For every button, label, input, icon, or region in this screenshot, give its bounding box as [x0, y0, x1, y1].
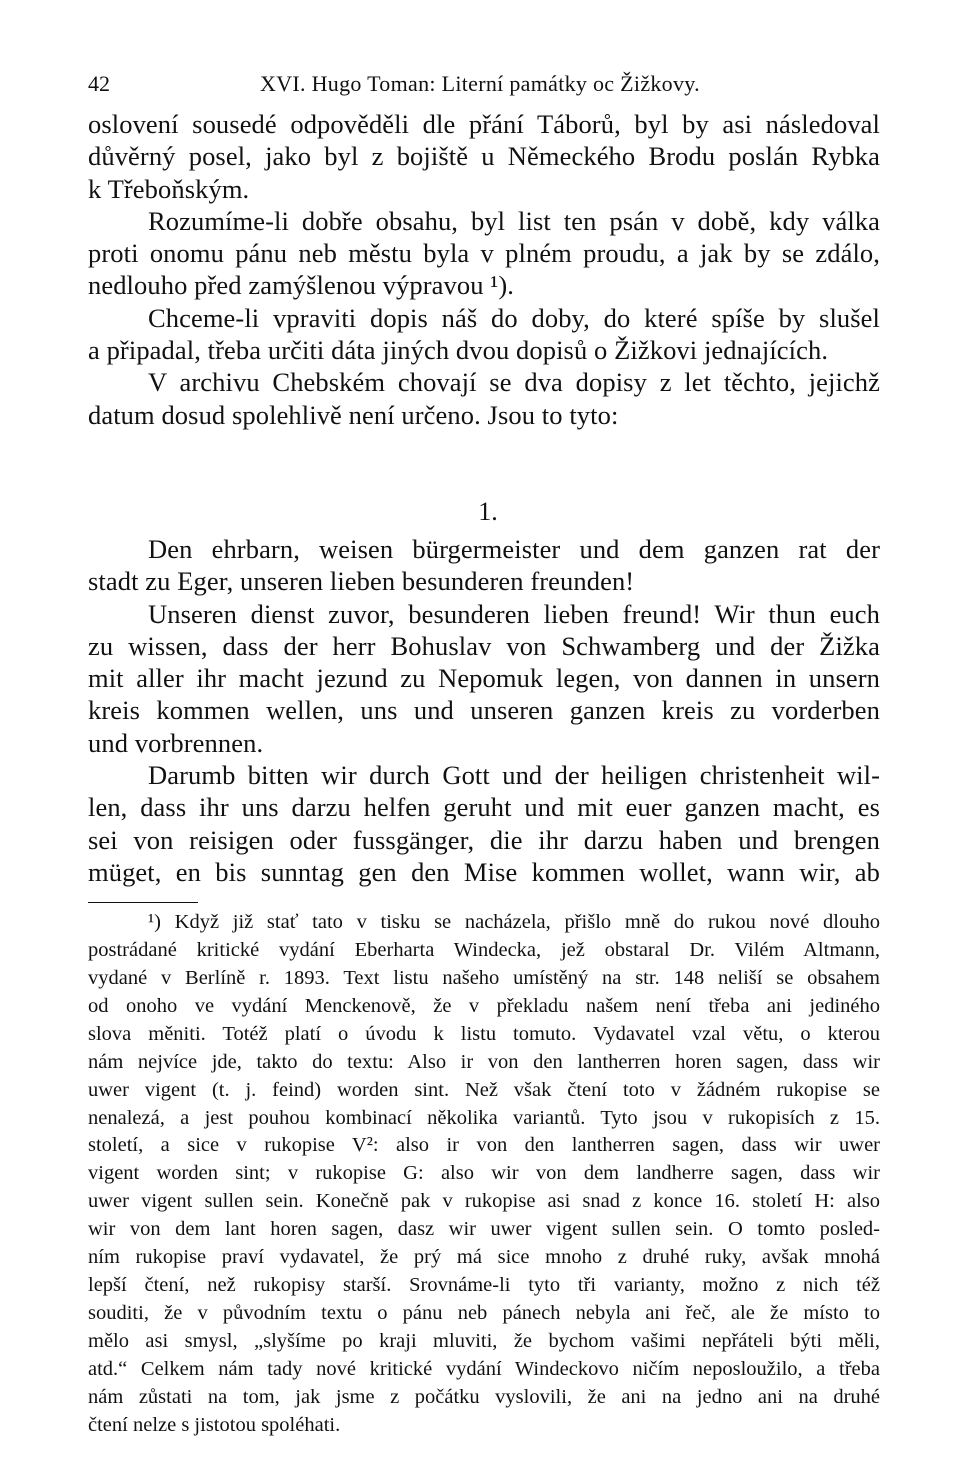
text-line: nedlouho před zamýšlenou výpravou ¹). — [88, 270, 514, 301]
footnote-line: atd.“ Celkem nám tady nové kritické vydání Windeckovo ničím neposloužilo, a třeba — [88, 1357, 880, 1380]
footnote-line: nenalezá, a jest pouhou kombinací několika variantů. Tyto jsou v rukopisích z 15. — [88, 1106, 880, 1129]
letter-text — [88, 533, 880, 888]
footnote-line: od onoho ve vydání Menckenově, že v překladu našem není třeba ani jediného — [88, 994, 880, 1017]
footnote-line: uwer vigent sullen sein. Konečně pak v rukopise asi snad z konce 16. století H: also — [88, 1190, 880, 1213]
text-line: Chceme-li vpraviti dopis náš do doby, do které spíše by slušel — [148, 302, 880, 333]
text-line: k Třeboňským. — [88, 173, 250, 204]
letter-number: 1. — [478, 496, 498, 526]
text-line: datum dosud spolehlivě není určeno. Jsou to tyto: — [88, 399, 619, 430]
footnote-line: vigent worden sint; v rukopise G: also wir von dem landherre sagen, dass wir — [88, 1162, 880, 1185]
book-page — [88, 60, 880, 1439]
paragraph — [88, 205, 880, 302]
footnote-line: wir von dem lant horen sagen, dasz wir uwer vigent sullen sein. O tomto posled- — [88, 1218, 880, 1241]
text-line: kreis kommen wellen, uns und unseren ganzen kreis zu vorderben — [88, 695, 880, 726]
footnote-line: čtení nelze s jistotou spoléhati. — [88, 1413, 341, 1436]
text-line: mit aller ihr macht jezund zu Nepomuk legen, von dannen in unsern — [88, 663, 880, 694]
text-line: Rozumíme-li dobře obsahu, byl list ten psán v době, kdy válka — [148, 205, 880, 236]
text-line: a připadal, třeba určiti dáta jiných dvou dopisů o Žižkovi jednajících. — [88, 335, 829, 366]
footnote — [88, 909, 880, 1439]
footnote-line: století, a sice v rukopise V²: also ir von den lantherren sagen, dass wir uwer — [88, 1134, 880, 1157]
footnote-line: vydané v Berlíně r. 1893. Text listu našeho umístěný na str. 148 neliší se obsahem — [88, 967, 880, 990]
paragraph — [88, 302, 880, 367]
body-text — [88, 108, 880, 431]
text-line: sei von reisigen oder fussgänger, die ihr darzu haben und brengen — [88, 824, 880, 855]
paragraph — [88, 598, 880, 759]
text-line: len, dass ihr uns darzu helfen geruht und mit euer ganzen macht, es — [88, 792, 880, 823]
text-line: müget, en bis sunntag gen den Mise kommen wollet, wann wir, ab — [88, 856, 880, 887]
footnote-line: nám zůstati na tom, jak jsme z počátku vyslovili, že ani na jedno ani na druhé — [88, 1385, 880, 1408]
footnote-line: ním rukopise praví vydavatel, že prý má sice mnoho z druhé ruky, avšak mnohá — [88, 1246, 880, 1269]
footnote-line: postrádané kritické vydání Eberharta Windecka, jež obstaral Dr. Vilém Altmann, — [88, 939, 880, 962]
text-line: und vorbrennen. — [88, 727, 264, 758]
footnote-line: ¹) Když již stať tato v tisku se nacházela, přišlo mně do rukou nové dlouho — [148, 911, 880, 934]
footnote-line: souditi, že v původním textu o pánu neb pánech nebyla ani řeč, ale že místo to — [88, 1301, 880, 1324]
footnote-line: mělo asi smysl, „slyšíme po kraji mluviti, že bychom vašimi nepřáteli býti měli, — [88, 1329, 880, 1352]
text-line: Den ehrbarn, weisen bürgermeister und dem ganzen rat der — [148, 533, 880, 564]
footnote-line: uwer vigent (t. j. feind) worden sint. Než však čtení toto v žádném rukopise se — [88, 1078, 880, 1101]
text-line: stadt zu Eger, unseren lieben besunderen freunden! — [88, 566, 635, 597]
text-line: proti onomu pánu neb městu byla v plném proudu, a jak by se zdálo, — [88, 238, 880, 269]
paragraph — [88, 108, 880, 205]
footnote-rule — [88, 902, 198, 903]
running-title: XVI. Hugo Toman: Literní památky oc Žižkovy. — [260, 71, 700, 96]
footnote-line: nám nejvíce jde, takto do textu: Also ir von den lantherren horen sagen, dass wir — [88, 1050, 880, 1073]
page-number: 42 — [88, 71, 110, 96]
footnote-line: lepší čtení, než rukopisy starší. Srovnáme-li tyto tři varianty, možno z nich též — [88, 1274, 880, 1297]
text-line: důvěrný posel, jako byl z bojiště u Německého Brodu poslán Rybka — [88, 141, 880, 172]
text-line: oslovení sousedé odpověděli dle přání Táborů, byl by asi následoval — [88, 109, 880, 139]
text-line: V archivu Chebském chovají se dva dopisy z let těchto, jejichž — [148, 367, 880, 398]
paragraph — [88, 533, 880, 598]
paragraph — [88, 366, 880, 431]
paragraph — [88, 759, 880, 888]
text-line: zu wissen, dass der herr Bohuslav von Schwamberg und der Žižka — [88, 630, 880, 661]
page-header — [88, 60, 880, 108]
text-line: Darumb bitten wir durch Gott und der heiligen christenheit wil- — [148, 760, 880, 791]
text-line: Unseren dienst zuvor, besunderen lieben freund! Wir thun euch — [148, 598, 880, 629]
footnote-line: slova měniti. Totéž platí o úvodu k listu tomuto. Vydavatel vzal větu, o kterou — [88, 1022, 880, 1045]
